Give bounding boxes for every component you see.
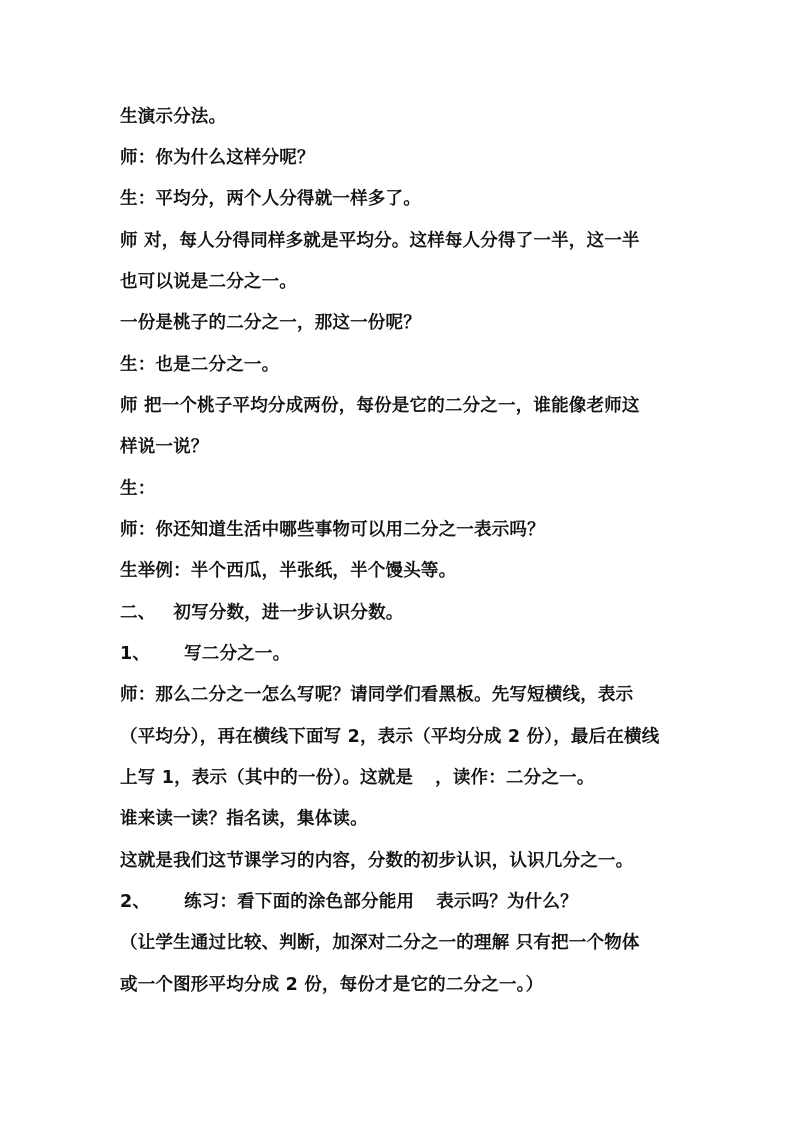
text-line: 师：那么二分之一怎么写呢？请同学们看黑板。先写短横线，表示	[120, 685, 634, 705]
text-line: 师 把一个桃子平均分成两份，每份是它的二分之一，谁能像老师这	[120, 396, 640, 416]
section-number: 二、	[120, 603, 156, 623]
text-line: 师 对，每人分得同样多就是平均分。这样每人分得了一半，这一半	[120, 231, 640, 251]
item-number: 1、	[120, 644, 151, 664]
text-line: 样说一说？	[120, 437, 209, 457]
text-line: 生：平均分，两个人分得就一样多了。	[120, 189, 421, 209]
text-line: 生：也是二分之一。	[120, 355, 280, 375]
text-line: （让学生通过比较、判断，加深对二分之一的理解 只有把一个物体	[120, 933, 640, 953]
text-line: 师：你还知道生活中哪些事物可以用二分之一表示吗？	[120, 520, 545, 540]
text-line: 这就是我们这节课学习的内容，分数的初步认识，认识几分之一。	[120, 851, 634, 871]
text-line: 生举例：半个西瓜，半张纸，半个馒头等。	[120, 561, 457, 581]
text-line: 一份是桃子的二分之一，那这一份呢？	[120, 313, 421, 333]
item-title: 写二分之一。	[184, 644, 291, 664]
item-number: 2、	[120, 892, 151, 912]
text-line: 生：	[120, 479, 156, 499]
text-line: 也可以说是二分之一。	[120, 272, 297, 292]
text-line: 生演示分法。	[120, 107, 227, 127]
text-line: （平均分），再在横线下面写 2，表示（平均分成 2 份），最后在横线	[120, 727, 660, 747]
section-title: 初写分数，进一步认识分数。	[173, 603, 404, 623]
text-line: 谁来读一读？指名读，集体读。	[120, 809, 368, 829]
section-heading	[120, 601, 404, 625]
text-line: 师：你为什么这样分呢？	[120, 148, 315, 168]
item-heading: 2、 练习：看下面的涂色部分能用 表示吗？为什么？	[120, 892, 578, 912]
text-line: 上写 1，表示（其中的一份）。这就是 ，读作：二分之一。	[120, 768, 595, 788]
item-heading	[120, 642, 290, 666]
text-line: 或一个图形平均分成 2 份，每份才是它的二分之一。）	[120, 975, 544, 995]
